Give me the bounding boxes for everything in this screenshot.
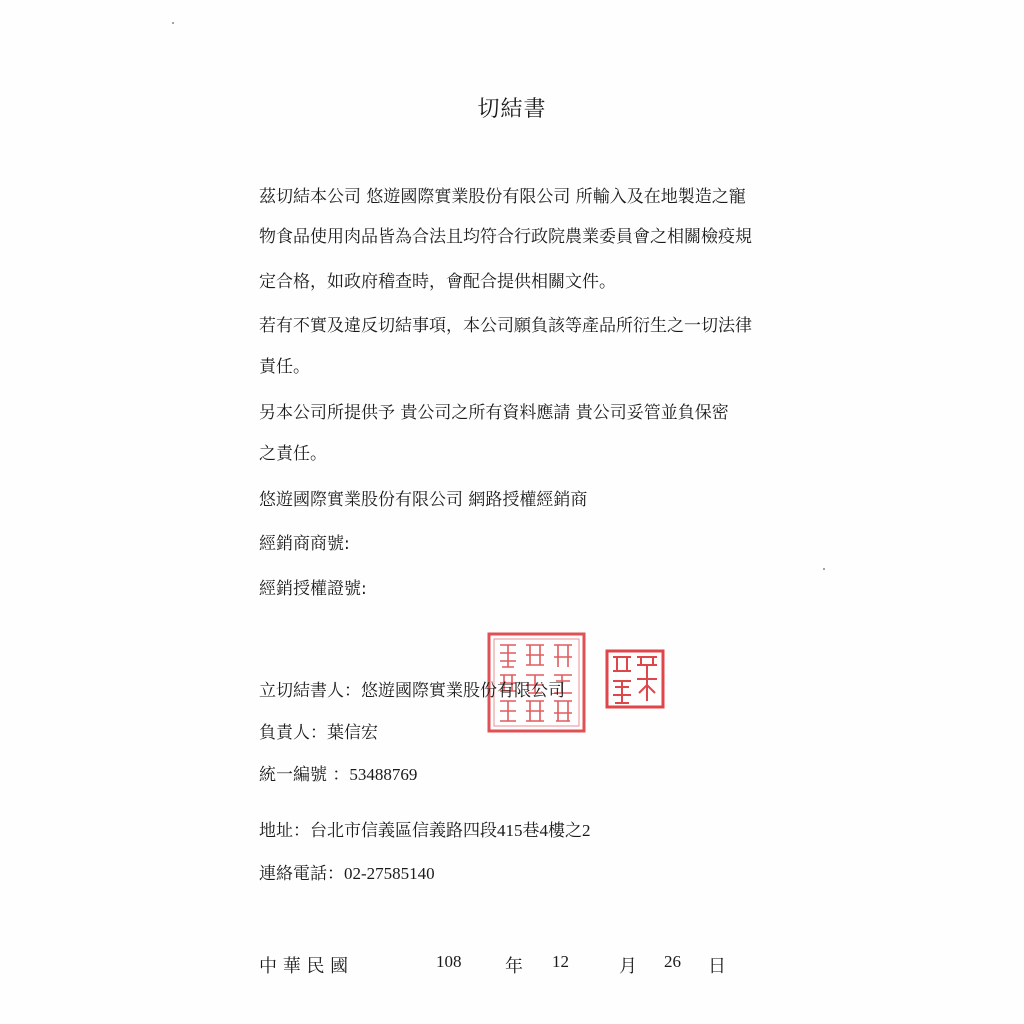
address-number-3: 2 [582,821,591,840]
scan-speck [172,22,174,24]
paragraph-line-1: 茲切結本公司 悠遊國際實業股份有限公司 所輸入及在地製造之寵 [259,187,746,207]
responsible-person-label: 負責人：葉信宏 [259,723,378,743]
tax-id-label: 統一編號 ： [259,765,350,785]
scan-speck [823,568,825,570]
distributor-heading: 悠遊國際實業股份有限公司 網路授權經銷商 [259,490,588,510]
paragraph-line-2: 物食品使用肉品皆為合法且均符合行政院農業委員會之相關檢疫規 [259,227,752,247]
document-title: 切結書 [477,97,547,122]
address-label: 地址：台北市信義區信義路四段 [259,821,497,841]
date-month: 12 [552,952,569,971]
paragraph-line-5: 責任。 [259,357,310,377]
person-seal-stamp [605,649,665,709]
signer-label: 立切結書人：悠遊國際實業股份有限公司 [259,681,565,701]
date-era: 中 華 民 國 [259,956,349,977]
date-day-unit: 日 [708,956,726,977]
paragraph-line-6: 另本公司所提供予 貴公司之所有資料應請 貴公司妥管並負保密 [259,403,729,423]
phone-row [259,863,435,885]
phone-value: 02-27585140 [344,864,435,883]
address-row [259,820,591,842]
date-year: 108 [436,952,462,971]
tax-id-row [259,764,417,786]
paragraph-line-7: 之責任。 [259,444,327,464]
address-number-1: 415 [497,821,523,840]
address-number-2: 4 [539,821,548,840]
phone-label: 連絡電話： [259,864,344,884]
address-lane: 巷 [522,821,540,841]
paragraph-line-4: 若有不實及違反切結事項，本公司願負該等產品所衍生之一切法律 [259,316,752,336]
date-year-unit: 年 [505,956,523,977]
date-month-unit: 月 [619,956,637,977]
distributor-name-label: 經銷商商號: [259,534,350,554]
tax-id-value: 53488769 [349,765,418,784]
address-floor: 樓之 [548,821,582,841]
paragraph-line-3: 定合格，如政府稽查時，會配合提供相關文件。 [259,272,616,292]
date-day: 26 [664,952,681,971]
distributor-license-label: 經銷授權證號: [259,579,367,599]
